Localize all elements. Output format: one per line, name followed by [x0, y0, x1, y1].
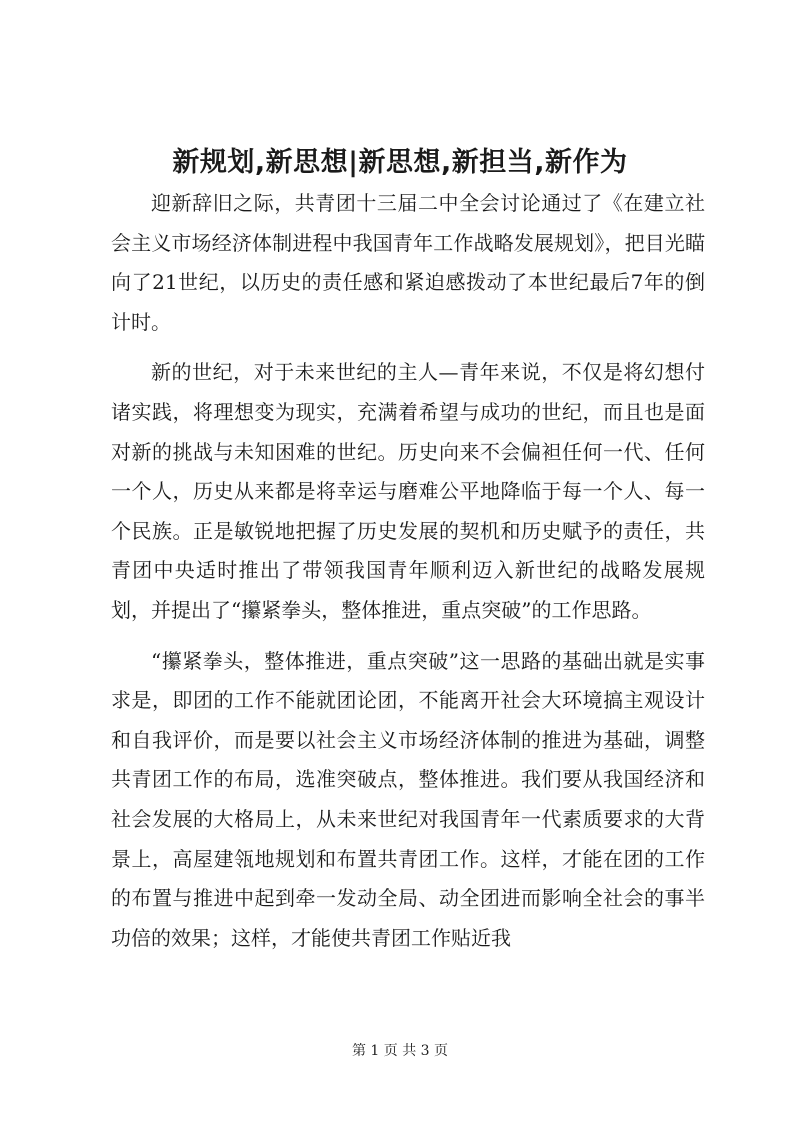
- paragraph-3: “攥紧拳头，整体推进，重点突破”这一思路的基础出就是实事求是，即团的工作不能就团论团，不能离开社会大环境搞主观设计和自我评价，而是要以社会主义市场经济体制的推进为基础，调整共青团工作的布局，选准突破点，整体推进。我们要从我国经济和社会发展的大格局上，从未来世纪对我国青年一代素质要求的大背景上，高屋建瓴地规划和布置共青团工作。这样，才能在团的工作的布置与推进中起到牵一发动全局、动全团进而影响全社会的事半功倍的效果；这样，才能使共青团工作贴近我: [111, 648, 705, 950]
- document-title: 新规划,新思想|新思想,新担当,新作为: [172, 147, 628, 178]
- paragraph-1: 迎新辞旧之际，共青团十三届二中全会讨论通过了《在建立社会主义市场经济体制进程中我国青年工作战略发展规划》，把目光瞄向了21世纪，以历史的责任感和紧迫感拨动了本世纪最后7年的倒计时。: [111, 191, 705, 334]
- paragraph-2: 新的世纪，对于未来世纪的主人—青年来说，不仅是将幻想付诸实践，将理想变为现实，充满着希望与成功的世纪，而且也是面对新的挑战与未知困难的世纪。历史向来不会偏袒任何一代、任何一个人，历史从来都是将幸运与磨难公平地降临于每一个人、每一个民族。正是敏锐地把握了历史发展的契机和历史赋予的责任，共青团中央适时推出了带领我国青年顺利迈入新世纪的战略发展规划，并提出了“攥紧拳头，整体推进，重点突破”的工作思路。: [111, 360, 705, 622]
- page-footer: 第 1 页 共 3 页: [351, 1043, 449, 1059]
- document-body: [111, 184, 705, 969]
